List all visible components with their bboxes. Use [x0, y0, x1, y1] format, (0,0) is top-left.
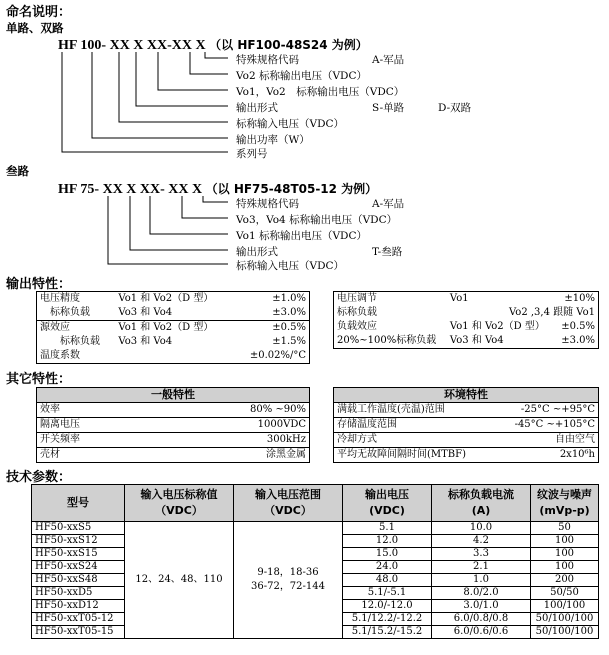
general-table: [36, 387, 310, 463]
other-title: 其它特性：: [6, 372, 72, 387]
output-title: 输出特性：: [6, 277, 72, 292]
table-row: 负载效应 Vo1 和 Vo2（D 型） ±0.5%: [337, 321, 595, 332]
table-row: HF50-xxD5 5.1/-5.1 8.0/2.0 50/50: [32, 587, 599, 600]
code-pattern: HF 100- XX X XX-XX X: [58, 38, 206, 53]
table-row: HF50-xxS15 15.0 3.3 100: [32, 548, 599, 561]
table-row: 电压调节 Vo1 ±10%: [337, 293, 595, 304]
col-header: 型号: [32, 485, 125, 522]
table-row: 20%~100%标称负载 Vo3 和 Vo4 ±3.0%: [337, 335, 595, 346]
col-header: 输入电压标称值 （VDC）: [125, 485, 234, 522]
single-dual-heading: 单路、双路: [6, 21, 64, 35]
col-header: 输入电压范围 （VDC）: [234, 485, 343, 522]
col-header: 输出电压 (VDC): [343, 485, 432, 522]
naming-item: Vo3，Vo4 标称输出电压（VDC）: [236, 214, 398, 226]
multi-code: [58, 180, 377, 198]
naming-title: 命名说明：: [6, 5, 72, 20]
code-pattern: HF 75- XX X XX- XX X: [58, 182, 203, 197]
table-row: HF50-xxS5 12、24、48、110 9-18，18-36 36-72，72-144 5.1 10.0 50: [32, 522, 599, 535]
code-example: （以 HF100-48S24 为例）: [209, 38, 368, 52]
table-row: 标称负载 Vo3 和 Vo4 ±1.5%: [40, 336, 306, 347]
table-row: 壳材 涂黑金属: [37, 448, 310, 463]
table-row: 平均无故障间隔时间(MTBF) 2x10⁶h: [334, 448, 599, 463]
table-row: 标称负载 Vo3 和 Vo4 ±3.0%: [40, 307, 306, 318]
table-row: 温度系数 ±0.02%/°C: [40, 350, 306, 361]
table-row: HF50-xxS12 12.0 4.2 100: [32, 535, 599, 548]
naming-item: 系列号: [236, 148, 268, 160]
naming-item: 特殊规格代码: [236, 54, 299, 66]
naming-item: 特殊规格代码: [236, 198, 299, 210]
col-header: 纹波与噪声 (mVp-p): [531, 485, 599, 522]
col-header: 标称负载电流 (A): [432, 485, 531, 522]
code-example: （以 HF75-48T05-12 为例）: [205, 182, 378, 196]
table-row: 效率 80% ~90%: [40, 404, 306, 415]
input-nominal-cell: 12、24、48、110: [125, 522, 234, 639]
naming-item: 输出功率（W）: [236, 134, 310, 146]
table-row: 冷却方式 自由空气: [334, 433, 599, 448]
output-right-table: [333, 291, 599, 349]
input-range-cell: 9-18，18-36 36-72，72-144: [234, 522, 343, 639]
table-row: HF50-xxD12 12.0/-12.0 3.0/1.0 100/100: [32, 600, 599, 613]
output-left-table: [36, 291, 310, 364]
naming-item: 输出形式: [236, 246, 278, 258]
env-header: 环境特性: [334, 388, 599, 403]
table-row: 开关频率 300kHz: [37, 433, 310, 448]
tech-title: 技术参数：: [6, 470, 72, 485]
naming-item: 标称输入电压（VDC）: [236, 260, 345, 272]
table-row: HF50-xxT05-12 5.1/12.2/-12.2 6.0/0.8/0.8 50/100/100: [32, 613, 599, 626]
environment-table: [333, 387, 599, 463]
naming-item: 输出形式: [236, 102, 278, 114]
table-row: 隔离电压 1000VDC: [37, 418, 310, 433]
table-row: 存储温度范围 -45°C ~+105°C: [334, 418, 599, 433]
naming-item: 标称输入电压（VDC）: [236, 118, 345, 130]
naming-note: D-双路: [438, 102, 472, 114]
naming-item: Vo1 标称输出电压（VDC）: [236, 230, 367, 242]
naming-note: T-叁路: [372, 246, 403, 258]
table-row: HF50-xxS48 48.0 1.0 200: [32, 574, 599, 587]
table-row: 标称负载 Vo2 ,3,4 跟随 Vo1: [337, 307, 595, 318]
table-row: 电压精度 Vo1 和 Vo2（D 型） ±1.0%: [40, 293, 306, 304]
table-row: HF50-xxS24 24.0 2.1 100: [32, 561, 599, 574]
naming-item: Vo2 标称输出电压（VDC）: [236, 70, 367, 82]
table-row: HF50-xxT05-15 5.1/15.2/-15.2 6.0/0.6/0.6 50/100/100: [32, 626, 599, 639]
table-row: 源效应 Vo1 和 Vo2（D 型） ±0.5%: [37, 321, 310, 336]
naming-note: A-军品: [372, 54, 405, 66]
general-header: 一般特性: [37, 388, 310, 403]
tech-table: [31, 484, 599, 639]
naming-note: A-军品: [372, 198, 405, 210]
naming-note: S-单路: [372, 102, 405, 114]
naming-item: Vo1，Vo2 标称输出电压（VDC）: [236, 86, 405, 98]
multi-heading: 叁路: [6, 164, 29, 178]
tech-header-row: [32, 485, 599, 522]
table-row: 满载工作温度(壳温)范围 -25°C ~+95°C: [337, 404, 595, 415]
